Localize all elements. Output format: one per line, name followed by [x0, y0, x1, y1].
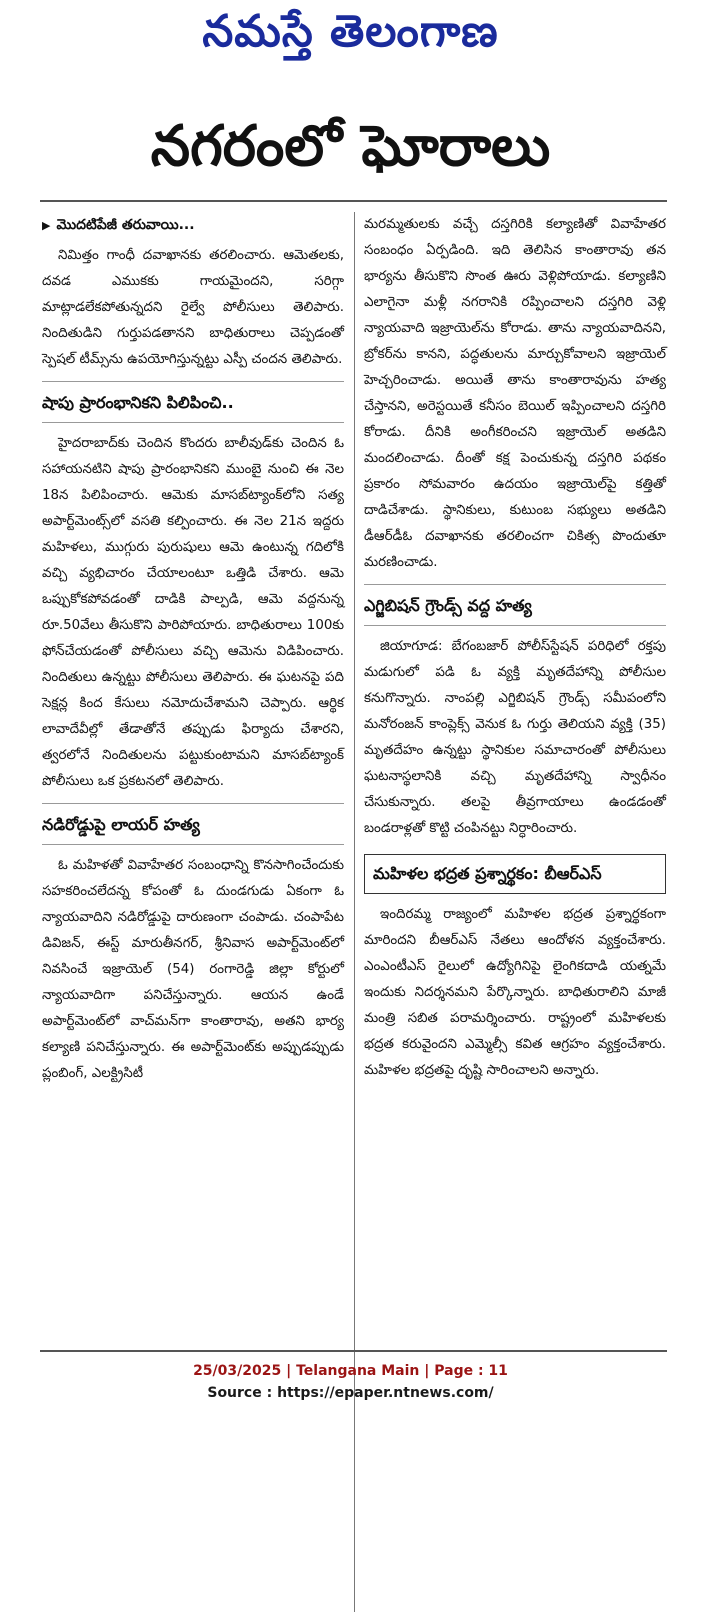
paragraph: నిమిత్తం గాంధీ దవాఖానకు తరలించారు. ఆమెతలకు, దవడ ఎముకకు గాయమైందని, సరిగ్గా మాట్లాడలేకపోతున్నదని రైల్వే పోలీసులు తెలిపారు. నిందితుడిని గుర్తుపడతానని బాధితురాలు చెప్పడంతో స్పెషల్ టీమ్స్‌ను ఉపయోగిస్తున్నట్టు ఎస్పీ చందన తెలిపారు.	[42, 248, 344, 367]
paragraph: మరమ్మతులకు వచ్చే దస్తగిరికి కల్యాణితో వివాహేతర సంబంధం ఏర్పడింది. ఇది తెలిసిన కాంతారావు తన భార్యను తీసుకొని సొంత ఊరు వెళ్లిపోయాడు. కల్యాణిని ఎలాగైనా మళ్లీ నగరానికి రప్పించాలని దస్తగిరి వెళ్లి న్యాయవాది ఇజ్రాయెల్‌ను కోరాడు. తాను న్యాయవాదినని, బ్రోకర్‌ను కానని, పద్ధతులను మార్చుకోవాలని ఇజ్రాయెల్ హెచ్చరించాడు. అయితే తాను కాంతారావును హత్య చేస్తానని, అరెస్టయితే కనీసం బెయిల్ ఇప్పించాలని దస్తగిరి కోరాడు. దీనికి అంగీకరించని ఇజ్రాయెల్ అతడిని మందలించాడు. దీంతో కక్ష పెంచుకున్న దస్తగిరి పథకం ప్రకారం సోమవారం ఉదయం ఇజ్రాయెల్‌పై కత్తితో దాడిచేశాడు. స్థానికులు, కుటుంబ సభ్యులు అతడిని డీఆర్‌డీఓ దవాఖానకు తరలించగా చికిత్స పొందుతూ మరణించాడు.	[364, 217, 666, 570]
article-column-right	[364, 212, 666, 1084]
headline-rule	[40, 200, 667, 202]
paragraph: ఓ మహిళతో వివాహేతర సంబంధాన్ని కొనసాగించేందుకు సహకరించలేదన్న కోపంతో ఓ దుండగుడు ఏకంగా ఓ న్యాయవాదిని నడిరోడ్డుపై దారుణంగా చంపాడు. చంపాపేట డివిజన్, ఈస్ట్ మారుతీనగర్, శ్రీనివాస అపార్ట్‌మెంట్‌లో నివసించే ఇజ్రాయెల్ (54) రంగారెడ్డి జిల్లా కోర్టులో న్యాయవాదిగా పనిచేస్తున్నారు. ఆయన ఉండే అపార్ట్‌మెంట్‌లో వాచ్‌మన్‌గా కాంతారావు, అతని భార్య కల్యాణి పనిచేస్తున్నారు. ఈ అపార్ట్‌మెంట్‌కు అప్పుడప్పుడు ప్లంబింగ్, ఎలక్ట్రిసిటీ	[42, 858, 344, 1081]
article-column-left	[42, 212, 344, 1087]
arrow-icon: ▶	[42, 219, 51, 232]
subheading: ఎగ్జిబిషన్ గ్రౌండ్స్ వద్ద హత్య	[364, 584, 666, 626]
paragraph: హైదరాబాద్‌కు చెందిన కొందరు బాలీవుడ్‌కు చెందిన ఓ సహాయనటిని షాపు ప్రారంభానికని ముంబై నుంచి ఈ నెల 18న పిలిపించారు. ఆమెకు మాసబ్‌ట్యాంక్‌లోని సత్య అపార్ట్‌మెంట్స్‌లో వసతి కల్పించారు. ఈ నెల 21న ఇద్దరు మహిళలు, ముగ్గురు పురుషులు ఆమె ఉంటున్న గదిలోకి వచ్చి వ్యభిచారం చేయాలంటూ ఒత్తిడి చేశారు. ఆమె ఒప్పుకోకపోవడంతో దాడికి పాల్పడి, ఆమె వద్దనున్న రూ.50వేలు తీసుకొని పారిపోయారు. బాధితురాలు 100కు ఫోన్‌చేయడంతో పోలీసులు వచ్చి ఆమెను విడిపించారు. నిందితులు ఉన్నట్టు పోలీసులు తెలిపారు. ఈ ఘటనపై పది సెక్షన్ల కింద కేసులు నమోదుచేశామని చెప్పారు. ఆర్థిక లావాదేవీల్లో తేడాతోనే తప్పుడు ఫిర్యాదు చేశారని, త్వరలోనే నిందితులను పట్టుకుంటామని మాసబ్‌ట్యాంక్ పోలీసులు ఒక ప్రకటనలో తెలిపారు.	[42, 436, 344, 789]
article-headline: నగరంలో ఘోరాలు	[150, 114, 551, 179]
paragraph: ఇందిరమ్మ రాజ్యంలో మహిళల భద్రత ప్రశ్నార్థకంగా మారిందని బీఆర్‌ఎస్ నేతలు ఆందోళన వ్యక్తంచేశారు. ఎంఎంటీఎస్ రైలులో ఉద్యోగినిపై లైంగికదాడి యత్నమే ఇందుకు నిదర్శనమని పేర్కొన్నారు. బాధితురాలిని మాజీ మంత్రి సబిత పరామర్శించారు. రాష్ట్రంలో మహిళలకు భద్రత కరువైందని ఎమ్మెల్సీ కవిత ఆగ్రహం వ్యక్తంచేశారు. మహిళల భద్రతపై దృష్టి సారించాలని అన్నారు.	[364, 907, 666, 1078]
footer-rule	[40, 1350, 667, 1352]
page-footer	[0, 1360, 701, 1404]
continuation-kicker: ▶ మొదటిపేజీ తరువాయి...	[42, 217, 195, 233]
subheading: షాపు ప్రారంభానికని పిలిపించి..	[42, 381, 344, 423]
edition-info: 25/03/2025 | Telangana Main | Page : 11	[193, 1363, 508, 1379]
subheading: నడిరోడ్డుపై లాయర్ హత్య	[42, 803, 344, 845]
paragraph: జియాగూడ: బేగంబజార్ పోలీస్‌స్టేషన్ పరిధిలో రక్తపు మడుగులో పడి ఓ వ్యక్తి మృతదేహాన్ని పోలీసుల కనుగొన్నారు. నాంపల్లి ఎగ్జిబిషన్ గ్రౌండ్స్ సమీపంలోని మనోరంజన్ కాంప్లెక్స్ వెనుక ఓ గుర్తు తెలియని వ్యక్తి (35) మృతదేహం ఉన్నట్టు స్థానికుల సమాచారంతో పోలీసులు ఘటనాస్థలానికి వచ్చి మృతదేహాన్ని స్వాధీనం చేసుకున్నారు. తలపై తీవ్రగాయాలు ఉండడంతో బండరాళ్లతో కొట్టి చంపినట్టు నిర్ధారించారు.	[364, 639, 666, 836]
newspaper-masthead: నమస్తే తెలంగాణ	[202, 6, 499, 57]
subheading-boxed: మహిళల భద్రత ప్రశ్నార్థకం: బీఆర్‌ఎస్	[364, 854, 666, 894]
source-link[interactable]: Source : https://epaper.ntnews.com/	[207, 1385, 494, 1401]
